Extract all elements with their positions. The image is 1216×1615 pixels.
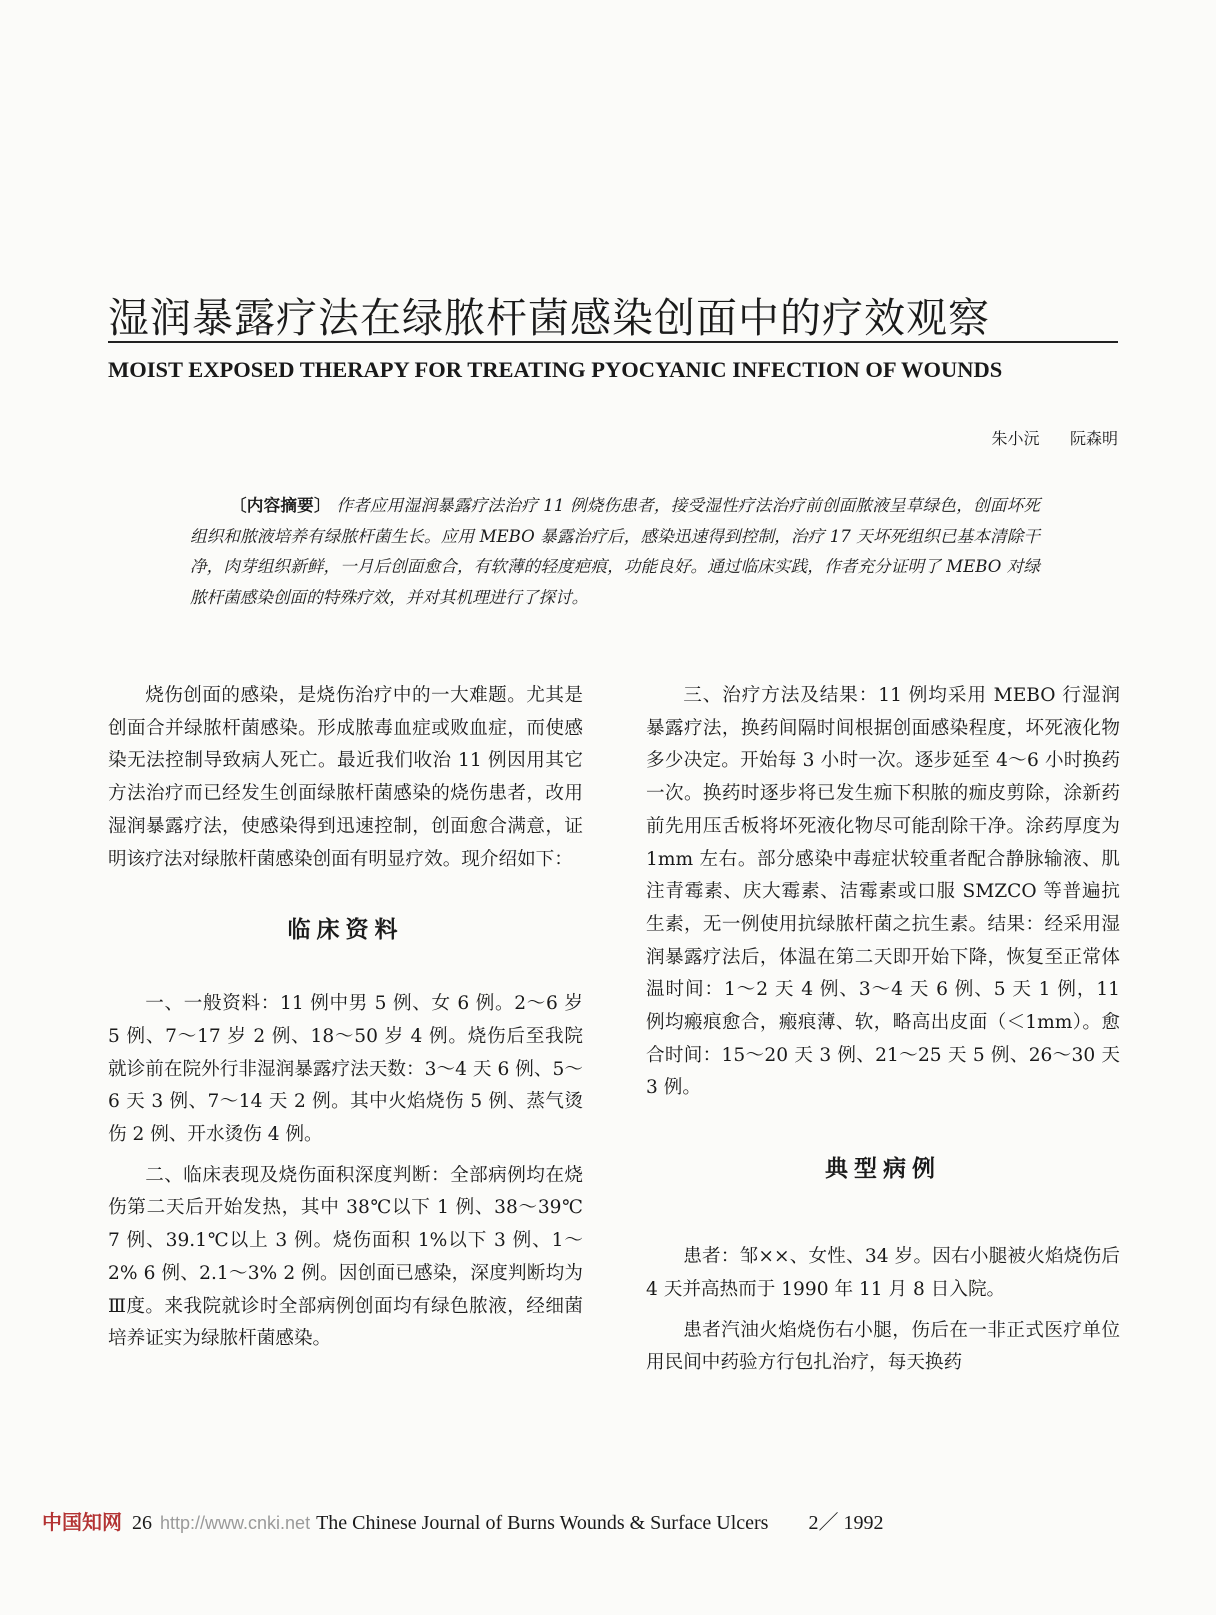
treatment-paragraph: 三、治疗方法及结果：11 例均采用 MEBO 行湿润暴露疗法，换药间隔时间根据创面感染程度，坏死液化物多少决定。开始每 3 小时一次。逐步延至 4～6 小时换药一次。换药时逐步将已发生痂下积脓的痂皮剪除，涂新药前先用压舌板将坏死液化物尽可能刮除干净。涂药厚度为 1mm 左右。部分感染中毒症状较重者配合静脉输液、肌注青霉素、庆大霉素、洁霉素或口服 SMZCO 等普遍抗生素，无一例使用抗绿脓杆菌之抗生素。结果：经采用湿润暴露疗法后，体温在第二天即开始下降，恢复至正常体温时间：1～2 天 4 例、3～4 天 6 例、5 天 1 例，11 例均瘢痕愈合，瘢痕薄、软，略高出皮面（＜1mm）。愈合时间：15～20 天 3 例、21～25 天 5 例、26～30 天 3 例。 <box>646 685 1120 1099</box>
issue-date: 2／ 1992 <box>808 1512 884 1534</box>
left-column <box>108 680 583 1356</box>
general-data-paragraph: 一、一般资料：11 例中男 5 例、女 6 例。2～6 岁 5 例、7～17 岁 2 例、18～50 岁 4 例。烧伤后至我院就诊前在院外行非湿润暴露疗法天数：3～4 天 6 例、5～6 天 3 例、7～14 天 2 例。其中火焰烧伤 5 例、蒸气烫伤 2 例、开水烫伤 4 例。 <box>108 993 583 1146</box>
clinical-manifestation-paragraph: 二、临床表现及烧伤面积深度判断：全部病例均在烧伤第二天后开始发热，其中 38℃以下 1 例、38～39℃ 7 例、39.1℃以上 3 例。烧伤面积 1%以下 3 例、1～2% 6 例、2.1～3% 2 例。因创面已感染，深度判断均为Ⅲ度。来我院就诊时全部病例创面均有绿色脓液，经细菌培养证实为绿脓杆菌感染。 <box>108 1164 583 1350</box>
right-column <box>646 680 1120 1380</box>
page-footer <box>42 1508 1142 1537</box>
page-number: 26 <box>132 1512 152 1534</box>
journal-name: The Chinese Journal of Burns Wounds & Surface Ulcers <box>316 1512 769 1534</box>
intro-paragraph: 烧伤创面的感染，是烧伤治疗中的一大难题。尤其是创面合并绿脓杆菌感染。形成脓毒血症或败血症，而使感染无法控制导致病人死亡。最近我们收治 11 例因用其它方法治疗而已经发生创面绿脓杆菌感染的烧伤患者，改用湿润暴露疗法，使感染得到迅速控制，创面愈合满意，证明该疗法对绿脓杆菌感染创面有明显疗效。现介绍如下： <box>108 685 583 870</box>
abstract <box>190 490 1040 613</box>
cnki-watermark: 中国知网 <box>42 1510 122 1534</box>
article-authors: 朱小沅 阮森明 <box>991 429 1118 448</box>
title-divider <box>108 341 1118 343</box>
section-heading-clinical-data: 临床资料 <box>287 917 404 944</box>
abstract-text: 作者应用湿润暴露疗法治疗 11 例烧伤患者，接受湿性疗法治疗前创面脓液呈草绿色，创面坏死组织和脓液培养有绿脓杆菌生长。应用 MEBO 暴露治疗后，感染迅速得到控制，治疗 17 天坏死组织已基本清除干净，肉芽组织新鲜，一月后创面愈合，有软薄的轻度疤痕，功能良好。通过临床实践，作者充分证明了 MEBO 对绿脓杆菌感染创面的特殊疗效，并对其机理进行了探讨。 <box>190 496 1040 607</box>
case-intro-paragraph: 患者：邹××、女性、34 岁。因右小腿被火焰烧伤后 4 天并高热而于 1990 年 11 月 8 日入院。 <box>646 1246 1120 1300</box>
case-history-paragraph: 患者汽油火焰烧伤右小腿，伤后在一非正式医疗单位用民间中药验方行包扎治疗，每天换药 <box>646 1319 1120 1374</box>
watermark-url: http://www.cnki.net <box>160 1513 311 1533</box>
section-heading-typical-case: 典型病例 <box>825 1156 941 1183</box>
article-title: 湿润暴露疗法在绿脓杆菌感染创面中的疗效观察 <box>108 294 990 343</box>
abstract-label: 〔内容摘要〕 <box>230 495 331 515</box>
article-english-title: MOIST EXPOSED THERAPY FOR TREATING PYOCYANIC INFECTION OF WOUNDS <box>108 357 1003 382</box>
